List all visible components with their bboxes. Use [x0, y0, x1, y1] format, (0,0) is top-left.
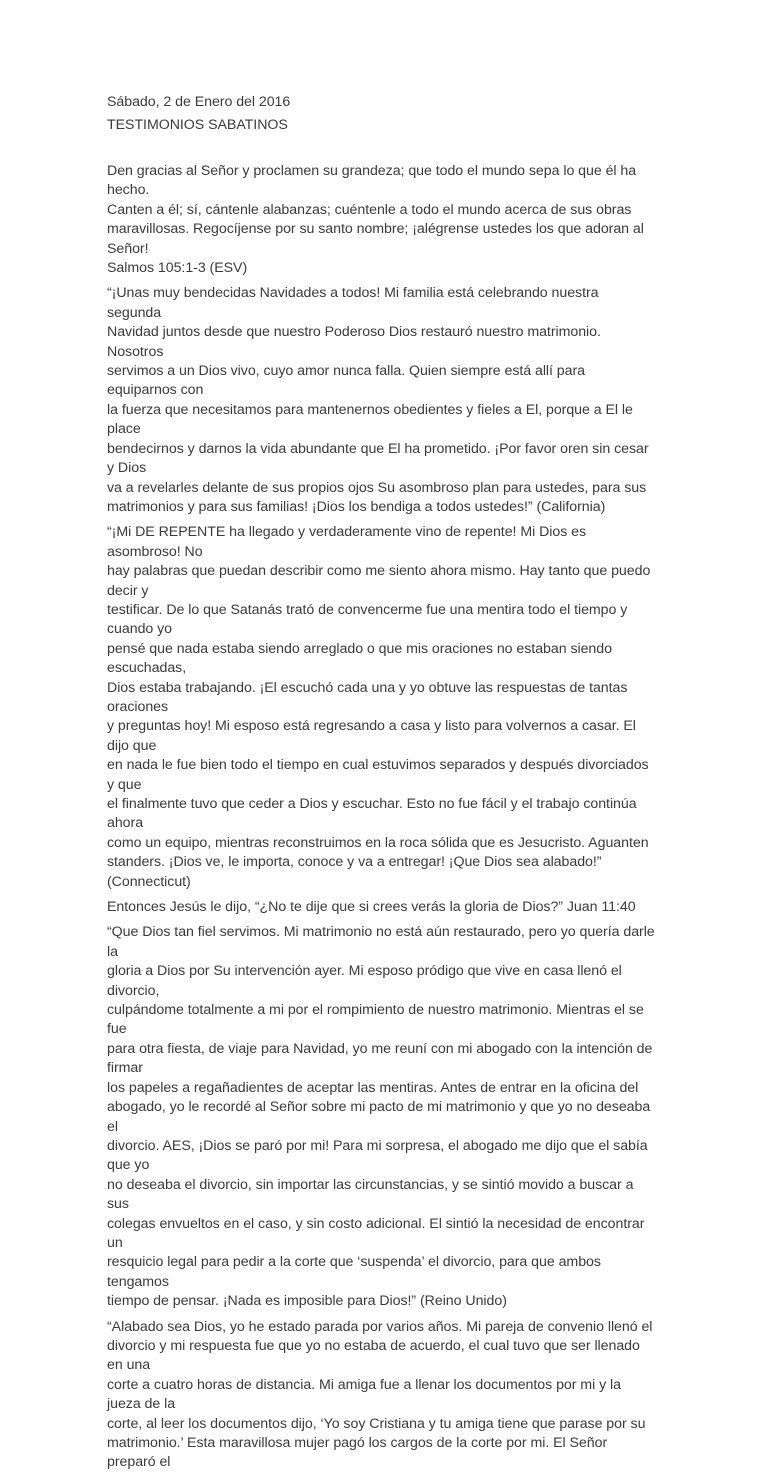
scripture-reference: Salmos 105:1-3 (ESV)	[107, 260, 248, 277]
scripture-paragraph: Den gracias al Señor y proclamen su grandeza; que todo el mundo sepa lo que él ha hecho. Canten a él; sí, cántenle alabanzas; cuéntenle a todo el mundo acerca de sus obras maravillosas. Regocíjense por su santo nombre; ¡alégrense ustedes los que adoran al Señor!	[107, 163, 644, 257]
testimony-paragraph: “Alabado sea Dios, yo he estado parada por varios años. Mi pareja de convenio llenó el divorcio y mi respuesta fue que yo no estaba de acuerdo, el cual tuvo que ser llenado en una corte a cuatro horas de distancia. Mi amiga fue a llenar los documentos por mi y la jueza de la corte, al leer los documentos dijo, ‘Yo soy Cristiana y tu amiga tiene que parase por su matrimonio.’ Esta maravillosa mujer pagó los cargos de la corte por mi. El Señor preparó el	[107, 1318, 653, 1471]
scripture-quote-paragraph: Entonces Jesús le dijo, “¿No te dije que si crees verás la gloria de Dios?” Juan 11:40	[107, 899, 636, 916]
document-title: TESTIMONIOS SABATINOS	[107, 117, 288, 133]
testimony-paragraph: “¡Mi DE REPENTE ha llegado y verdaderamente vino de repente! Mi Dios es asombroso! No hay palabras que puedan describir como me siento ahora mismo. Hay tanto que puedo decir y testificar. De lo que Satanás trató de convencerme fue una mentira todo el tiempo y cuando yo pensé que nada estaba siendo arreglado o que mis oraciones no estaban siendo escuchadas, Dios estaba trabajando. ¡El escuchó cada una y yo obtuve las respuestas de tantas oraciones y preguntas hoy! Mi esposo está regresando a casa y listo para volvernos a casar. El dijo que en nada le fue bien todo el tiempo en cual estuvimos separados y después divorciados y que el finalmente tuvo que ceder a Dios y escuchar. Esto no fue fácil y el trabajo continúa ahora como un equipo, mientras reconstruimos en la roca sólida que es Jesucristo. Aguanten standers. ¡Dios ve, le importa, conoce y va a entregar! ¡Que Dios sea alabado!” (Connecticut)	[107, 524, 651, 890]
document-date: Sábado, 2 de Enero del 2016	[107, 94, 291, 110]
testimony-paragraph: “Que Dios tan fiel servimos. Mi matrimonio no está aún restaurado, pero yo quería darle la gloria a Dios por Su intervención ayer. Mi esposo pródigo que vive en casa llenó el divorcio, culpándome totalmente a mi por el rompimiento de nuestro matrimonio. Mientras el se fue para otra fiesta, de viaje para Navidad, yo me reuní con mi abogado con la intención de firmar los papeles a regañadientes de aceptar las mentiras. Antes de entrar en la oficina del abogado, yo le recordé al Señor sobre mi pacto de mi matrimonio y que yo no deseaba el divorcio. AES, ¡Dios se paró por mi! Para mi sorpresa, el abogado me dijo que el sabía que yo no deseaba el divorcio, sin importar las circunstancias, y se sintió movido a buscar a sus colegas envueltos en el caso, y sin costo adicional. El sintió la necesidad de encontrar un resquicio legal para pedir a la corte que ‘suspenda’ el divorcio, para que ambos tengamos tiempo de pensar. ¡Nada es imposible para Dios!” (Reino Unido)	[107, 924, 655, 1310]
document-body	[107, 90, 655, 1479]
testimony-paragraph: “¡Unas muy bendecidas Navidades a todos! Mi familia está celebrando nuestra segunda Navidad juntos desde que nuestro Poderoso Dios restauró nuestro matrimonio. Nosotros servimos a un Dios vivo, cuyo amor nunca falla. Quien siempre está allí para equiparnos con la fuerza que necesitamos para mantenernos obedientes y fieles a El, porque a El le place bendecirnos y darnos la vida abundante que El ha prometido. ¡Por favor oren sin cesar y Dios va a revelarles delante de sus propios ojos Su asombroso plan para ustedes, para sus matrimonios y para sus familias! ¡Dios los bendiga a todos ustedes!” (California)	[107, 285, 649, 515]
